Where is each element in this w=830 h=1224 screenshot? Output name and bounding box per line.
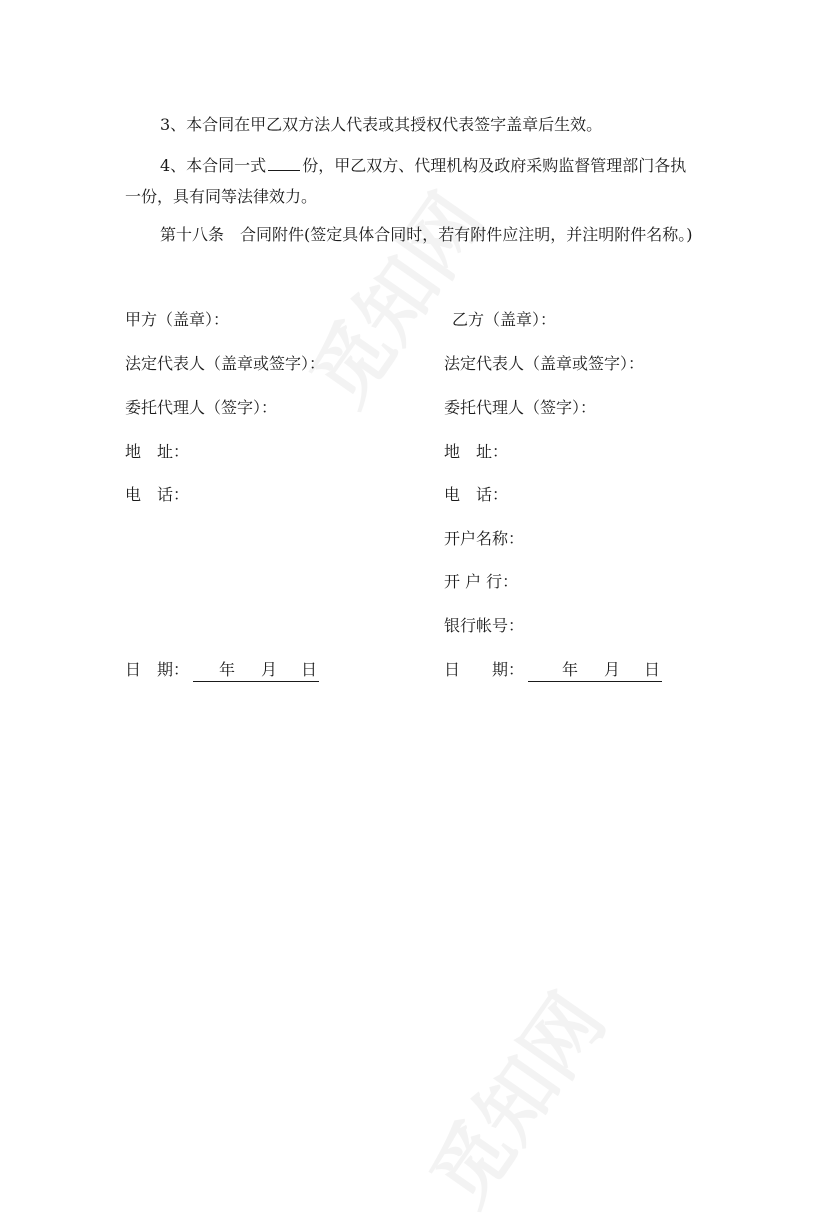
party-a-address: 地 址： (125, 442, 190, 461)
clause-4-line-2: 一份，具有同等法律效力。 (125, 187, 318, 206)
party-b-account-number: 银行帐号： (444, 616, 525, 635)
party-b-account-name: 开户名称： (444, 529, 525, 548)
article-18: 第十八条 合同附件(签定具体合同时，若有附件应注明，并注明附件名称。) (160, 225, 693, 244)
party-a-title: 甲方（盖章）： (125, 310, 230, 329)
party-b-agent: 委托代理人（签字）： (444, 398, 597, 417)
clause-3: 3、本合同在甲乙双方法人代表或其授权代表签字盖章后生效。 (160, 115, 603, 134)
party-b-date (444, 659, 662, 682)
party-b-day: 日 (644, 660, 661, 679)
clause-4 (160, 154, 686, 177)
party-a-agent: 委托代理人（签字）： (125, 398, 278, 417)
party-b-title: 乙方（盖章）： (452, 310, 557, 329)
party-a-phone: 电 话： (125, 485, 190, 504)
party-b-bank: 开 户 行： (444, 572, 519, 591)
party-b-date-label: 日 期： (444, 660, 525, 679)
party-a-legal-rep: 法定代表人（盖章或签字）： (125, 354, 326, 373)
party-a-date-label: 日 期： (125, 660, 190, 679)
party-b-date-line (528, 659, 662, 682)
party-a-month: 月 (261, 660, 278, 679)
party-b-year: 年 (562, 660, 579, 679)
party-b-address: 地 址： (444, 442, 509, 461)
party-b-phone: 电 话： (444, 485, 509, 504)
party-a-date (125, 659, 319, 682)
clause-4-text-b: 份，甲乙双方、代理机构及政府采购监督管理部门各执 (302, 156, 687, 175)
party-b-legal-rep: 法定代表人（盖章或签字）： (444, 354, 645, 373)
copies-blank (268, 154, 300, 171)
watermark-bottom (400, 968, 626, 1224)
party-a-date-line (193, 659, 319, 682)
party-a-year: 年 (219, 660, 236, 679)
clause-4-text-a: 4、本合同一式 (160, 156, 267, 175)
party-a-day: 日 (301, 660, 318, 679)
party-b-month: 月 (604, 660, 621, 679)
